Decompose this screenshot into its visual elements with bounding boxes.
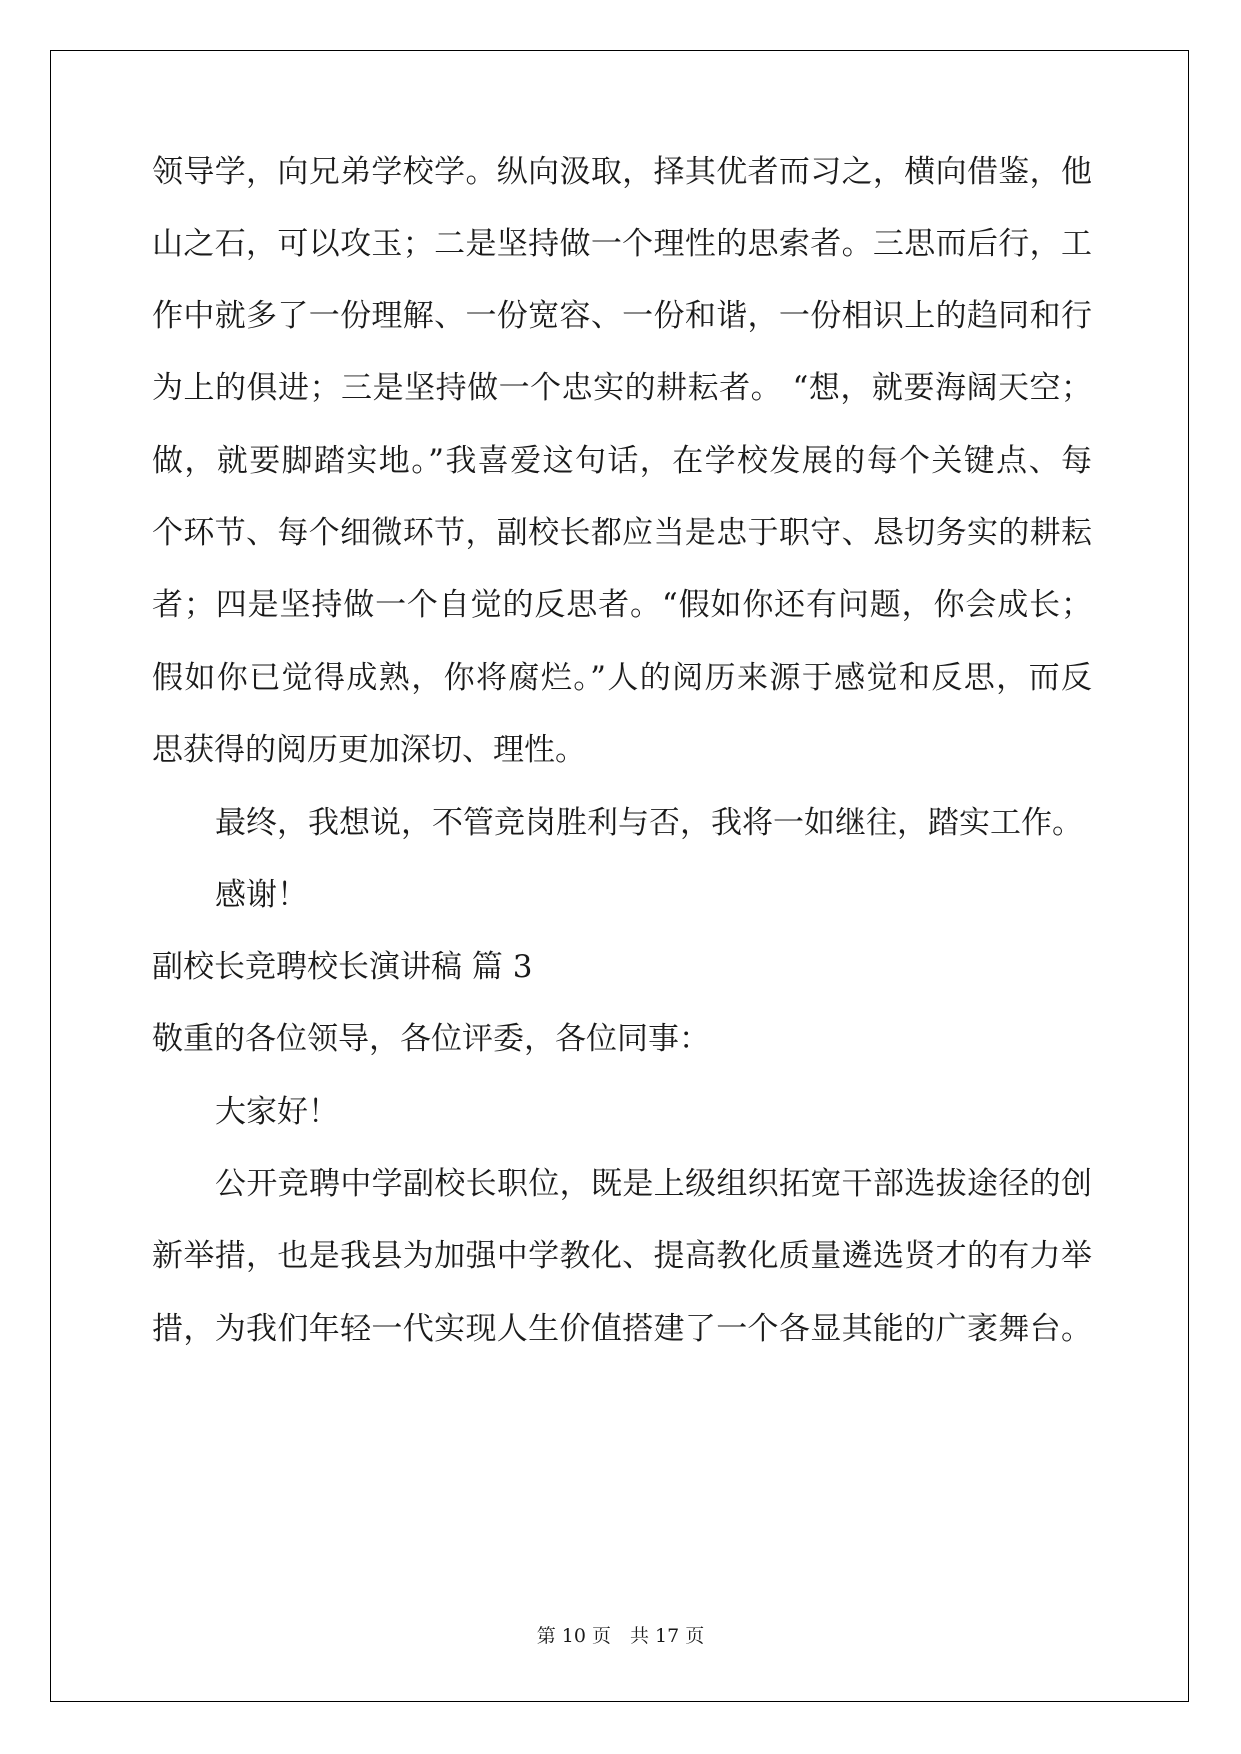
- paragraph-line: 思获得的阅历更加深切、理性。: [152, 732, 586, 768]
- paragraph-line: 假如你已觉得成熟，你将腐烂。”人的阅历来源于感觉和反思，而反: [152, 660, 1092, 696]
- paragraph-line: 山之石，可以攻玉；二是坚持做一个理性的思索者。三思而后行，工: [152, 226, 1092, 262]
- closing-line: 最终，我想说，不管竞岗胜利与否，我将一如继往，踏实工作。: [215, 805, 1083, 841]
- paragraph-line: 作中就多了一份理解、一份宽容、一份和谐，一份相识上的趋同和行: [152, 298, 1092, 334]
- paragraph-line: 领导学，向兄弟学校学。纵向汲取，择其优者而习之，横向借鉴，他: [152, 154, 1092, 190]
- salutation: 敬重的各位领导，各位评委，各位同事：: [152, 1021, 710, 1057]
- paragraph-line: 做，就要脚踏实地。”我喜爱这句话，在学校发展的每个关键点、每: [152, 443, 1092, 479]
- thanks-line: 感谢！: [215, 877, 308, 913]
- page-number: 第 10 页 共 17 页: [536, 1625, 705, 1647]
- intro-line: 新举措，也是我县为加强中学教化、提高教化质量遴选贤才的有力举: [152, 1238, 1092, 1274]
- intro-line: 措，为我们年轻一代实现人生价值搭建了一个各显其能的广袤舞台。: [152, 1311, 1092, 1347]
- paragraph-line: 者；四是坚持做一个自觉的反思者。“假如你还有问题，你会成长；: [152, 587, 1092, 623]
- paragraph-line: 个环节、每个细微环节，副校长都应当是忠于职守、恳切务实的耕耘: [152, 515, 1092, 551]
- paragraph-line: 为上的俱进；三是坚持做一个忠实的耕耘者。 “想，就要海阔天空；: [152, 370, 1092, 406]
- intro-line: 公开竞聘中学副校长职位，既是上级组织拓宽干部选拔途径的创: [215, 1166, 1092, 1202]
- greeting: 大家好！: [215, 1094, 339, 1130]
- section-title: 副校长竞聘校长演讲稿 篇 3: [152, 949, 533, 985]
